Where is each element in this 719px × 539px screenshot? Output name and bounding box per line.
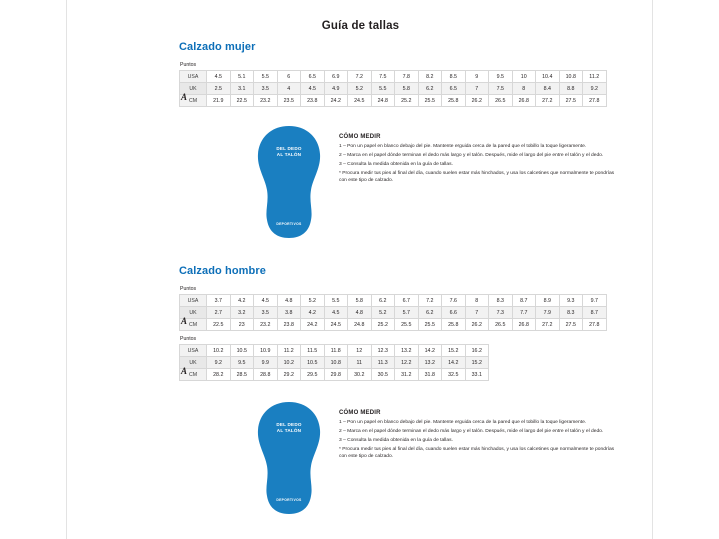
table-row [180, 295, 607, 307]
insole-caption-men [253, 422, 325, 434]
table-cell: 31.8 [418, 369, 442, 381]
table-cell: 26.8 [512, 319, 536, 331]
table-cell: 10.4 [536, 71, 560, 83]
table-cell: 27.5 [559, 95, 583, 107]
table-caption-women: Puntos [180, 62, 197, 68]
how-to-measure-heading-women: CÓMO MEDIR [339, 134, 381, 140]
how-to-step: 1 – Pon un papel en blanco debajo del pie. Mantente erguida cerca de la pared que el tobillo la toque ligeramente. [339, 144, 587, 149]
table-cell: 8.4 [536, 83, 560, 95]
table-cell: 14.2 [418, 345, 442, 357]
how-to-step: 3 – Consulta la medida obtenida en la guía de tallas. [339, 437, 453, 443]
table-cell: 10 [512, 71, 536, 83]
table-cell: 11.5 [301, 345, 325, 357]
table-cell: 24.2 [324, 95, 348, 107]
table-cell: 8.7 [512, 295, 536, 307]
table-cell: 9.2 [583, 83, 607, 95]
table-cell: 6.9 [324, 71, 348, 83]
table-cell: 4.2 [301, 307, 325, 319]
table-cell: 31.2 [395, 369, 419, 381]
table-cell: 11 [348, 357, 372, 369]
table-cell: 24.2 [301, 319, 325, 331]
table-cell: 9.9 [254, 357, 278, 369]
table-cell: 7.5 [371, 71, 395, 83]
table-cell: 12 [348, 345, 372, 357]
table-cell: 5.1 [230, 71, 254, 83]
table-cell: 7.2 [418, 295, 442, 307]
table-cell: 27.5 [559, 319, 583, 331]
table-cell: 27.8 [583, 95, 607, 107]
table-cell: 21.9 [207, 95, 231, 107]
table-cell: 10.5 [301, 357, 325, 369]
table-cell: 4.8 [348, 307, 372, 319]
table-cell: 27.8 [583, 319, 607, 331]
table-cell: 6.6 [442, 307, 466, 319]
table-cell: 12.3 [371, 345, 395, 357]
how-to-note: * Procura medir tus pies al final del día, cuando suelen estar más hinchados, y usa los calcetines que normalmente te pondrías con este tipo de calzado. [339, 446, 615, 459]
table-cell: 27.2 [536, 319, 560, 331]
table-cell: 8.2 [418, 71, 442, 83]
how-to-measure-men [339, 410, 617, 463]
table-cell: 3.2 [230, 307, 254, 319]
how-to-step: 2 – Marca en el papel dónde terminan el dedo más largo y el talón. Después, mide el largo del pie entre el talón y el dedo. [339, 428, 604, 434]
document-sheet [66, 0, 653, 539]
table-row-label: USA [180, 71, 207, 83]
table-cell: 23.5 [277, 95, 301, 107]
table-cell: 4.2 [230, 295, 254, 307]
table-cell: 7 [465, 83, 489, 95]
table-row [180, 71, 607, 83]
table-cell: 3.5 [254, 307, 278, 319]
table-cell: 4.5 [301, 83, 325, 95]
table-cell: 15.2 [465, 357, 489, 369]
table-cell: 8.3 [559, 307, 583, 319]
page-title: Guía de tallas [321, 20, 400, 32]
table-cell: 10.2 [207, 345, 231, 357]
insole-caption-line1: DEL DEDO [276, 146, 302, 151]
table-row-label: UK [180, 307, 207, 319]
table-row-label: CM [180, 319, 207, 331]
section-heading-women: Calzado mujer [179, 41, 256, 53]
table-cell: 27.2 [536, 95, 560, 107]
a-mark-men-1: A [181, 316, 188, 326]
table-cell: 26.2 [465, 95, 489, 107]
table-cell: 12.2 [395, 357, 419, 369]
table-cell: 3.8 [277, 307, 301, 319]
size-table [179, 294, 607, 331]
table-cell: 7.5 [489, 83, 513, 95]
table-cell: 5.5 [324, 295, 348, 307]
table-cell: 5.7 [395, 307, 419, 319]
table-cell: 5.2 [301, 295, 325, 307]
how-to-step: 3 – Consulta la medida obtenida en la guía de tallas. [339, 161, 453, 167]
table-cell: 25.2 [395, 95, 419, 107]
table-cell: 8.7 [583, 307, 607, 319]
table-cell: 9 [465, 71, 489, 83]
table-cell: 6.2 [418, 83, 442, 95]
a-mark-women: A [181, 92, 188, 102]
table-cell: 24.5 [324, 319, 348, 331]
table-cell: 26.5 [489, 95, 513, 107]
insole-caption-line2: AL TALÓN [276, 428, 302, 434]
table-cell: 9.5 [230, 357, 254, 369]
table-cell: 5.2 [371, 307, 395, 319]
table-row-label: UK [180, 357, 207, 369]
table-cell: 26.8 [512, 95, 536, 107]
table-cell: 7.6 [442, 295, 466, 307]
table-cell: 3.1 [230, 83, 254, 95]
table-cell: 10.5 [230, 345, 254, 357]
table-cell: 10.2 [277, 357, 301, 369]
table-cell: 6.2 [418, 307, 442, 319]
table-cell: 14.2 [442, 357, 466, 369]
table-row-label: UK [180, 83, 207, 95]
how-to-measure-women [339, 134, 617, 187]
table-row [180, 357, 489, 369]
table-cell: 23.8 [277, 319, 301, 331]
size-table-men-2 [179, 336, 489, 381]
how-to-step: 2 – Marca en el papel dónde terminan el dedo más largo y el talón. Después, mide el largo del pie entre el talón y el dedo. [339, 152, 604, 158]
size-table [179, 70, 607, 107]
table-cell: 5.2 [348, 83, 372, 95]
table-cell: 33.1 [465, 369, 489, 381]
table-cell: 29.2 [277, 369, 301, 381]
table-cell: 5.8 [348, 295, 372, 307]
insole-illustration-men [253, 400, 325, 516]
table-cell: 26.2 [465, 319, 489, 331]
section-heading-men: Calzado hombre [179, 265, 266, 277]
table-cell: 30.5 [371, 369, 395, 381]
size-table-men-1 [179, 286, 607, 331]
table-cell: 23.2 [254, 319, 278, 331]
table-cell: 24.8 [371, 95, 395, 107]
table-cell: 9.7 [583, 295, 607, 307]
insole-caption-line2: AL TALÓN [276, 152, 302, 158]
table-cell: 4 [277, 83, 301, 95]
insole-caption-women [253, 146, 325, 158]
table-cell: 9.3 [559, 295, 583, 307]
insole-brand-women: DEPORTIVOS [276, 222, 302, 226]
table-cell: 13.2 [418, 357, 442, 369]
table-cell: 11.3 [371, 357, 395, 369]
table-cell: 6 [277, 71, 301, 83]
table-cell: 28.8 [254, 369, 278, 381]
table-row [180, 95, 607, 107]
table-cell: 7.7 [512, 307, 536, 319]
table-cell: 6.5 [442, 83, 466, 95]
how-to-measure-heading-men: CÓMO MEDIR [339, 410, 381, 416]
table-row-label: CM [180, 369, 207, 381]
table-cell: 2.7 [207, 307, 231, 319]
table-cell: 16.2 [465, 345, 489, 357]
table-row-label: CM [180, 95, 207, 107]
table-cell: 23.8 [301, 95, 325, 107]
table-cell: 8 [465, 295, 489, 307]
table-row-label: USA [180, 295, 207, 307]
how-to-step: 1 – Pon un papel en blanco debajo del pie. Mantente erguida cerca de la pared que el tobillo la toque ligeramente. [339, 420, 587, 425]
table-cell: 22.5 [207, 319, 231, 331]
table-row [180, 307, 607, 319]
table-cell: 11.8 [324, 345, 348, 357]
table-row [180, 83, 607, 95]
table-cell: 29.8 [324, 369, 348, 381]
table-cell: 11.2 [277, 345, 301, 357]
table-row-label: USA [180, 345, 207, 357]
table-row [180, 345, 489, 357]
table-cell: 4.5 [324, 307, 348, 319]
table-cell: 5.5 [254, 71, 278, 83]
size-table-women [179, 62, 607, 107]
table-cell: 25.5 [418, 95, 442, 107]
insole-caption-line1: DEL DEDO [276, 422, 302, 427]
table-cell: 8.9 [536, 295, 560, 307]
table-cell: 7.8 [395, 71, 419, 83]
table-cell: 26.5 [489, 319, 513, 331]
table-cell: 8.8 [559, 83, 583, 95]
table-cell: 7.3 [489, 307, 513, 319]
table-cell: 9.5 [489, 71, 513, 83]
table-cell: 10.8 [324, 357, 348, 369]
table-cell: 25.8 [442, 319, 466, 331]
table-cell: 15.2 [442, 345, 466, 357]
how-to-note: * Procura medir tus pies al final del día, cuando suelen estar más hinchados, y usa los calcetines que normalmente te pondrías con este tipo de calzado. [339, 170, 615, 183]
table-cell: 24.8 [348, 319, 372, 331]
table-cell: 7 [465, 307, 489, 319]
table-row [180, 319, 607, 331]
table-cell: 4.8 [277, 295, 301, 307]
table-caption-men-1: Puntos [180, 286, 197, 292]
table-cell: 6.7 [395, 295, 419, 307]
table-cell: 23.2 [254, 95, 278, 107]
table-cell: 3.7 [207, 295, 231, 307]
table-cell: 4.9 [324, 83, 348, 95]
table-cell: 3.5 [254, 83, 278, 95]
table-caption-men-2: Puntos [180, 336, 197, 342]
table-cell: 8.5 [442, 71, 466, 83]
table-cell: 25.5 [418, 319, 442, 331]
table-cell: 5.5 [371, 83, 395, 95]
table-cell: 25.2 [371, 319, 395, 331]
table-row [180, 369, 489, 381]
insole-brand-men: DEPORTIVOS [276, 498, 302, 502]
table-cell: 11.2 [583, 71, 607, 83]
table-cell: 32.5 [442, 369, 466, 381]
insole-illustration-women [253, 124, 325, 240]
table-cell: 8 [512, 83, 536, 95]
table-cell: 28.5 [230, 369, 254, 381]
table-cell: 29.5 [301, 369, 325, 381]
a-mark-men-2: A [181, 366, 188, 376]
table-cell: 22.5 [230, 95, 254, 107]
table-cell: 6.2 [371, 295, 395, 307]
table-cell: 30.2 [348, 369, 372, 381]
table-cell: 4.5 [254, 295, 278, 307]
table-cell: 10.8 [559, 71, 583, 83]
table-cell: 7.2 [348, 71, 372, 83]
table-cell: 25.5 [395, 319, 419, 331]
table-cell: 28.2 [207, 369, 231, 381]
table-cell: 13.2 [395, 345, 419, 357]
table-cell: 7.9 [536, 307, 560, 319]
table-cell: 6.5 [301, 71, 325, 83]
table-cell: 5.8 [395, 83, 419, 95]
size-table [179, 344, 489, 381]
table-cell: 2.5 [207, 83, 231, 95]
table-cell: 9.2 [207, 357, 231, 369]
table-cell: 25.8 [442, 95, 466, 107]
table-cell: 10.9 [254, 345, 278, 357]
table-cell: 24.5 [348, 95, 372, 107]
table-cell: 23 [230, 319, 254, 331]
table-cell: 8.3 [489, 295, 513, 307]
table-cell: 4.5 [207, 71, 231, 83]
